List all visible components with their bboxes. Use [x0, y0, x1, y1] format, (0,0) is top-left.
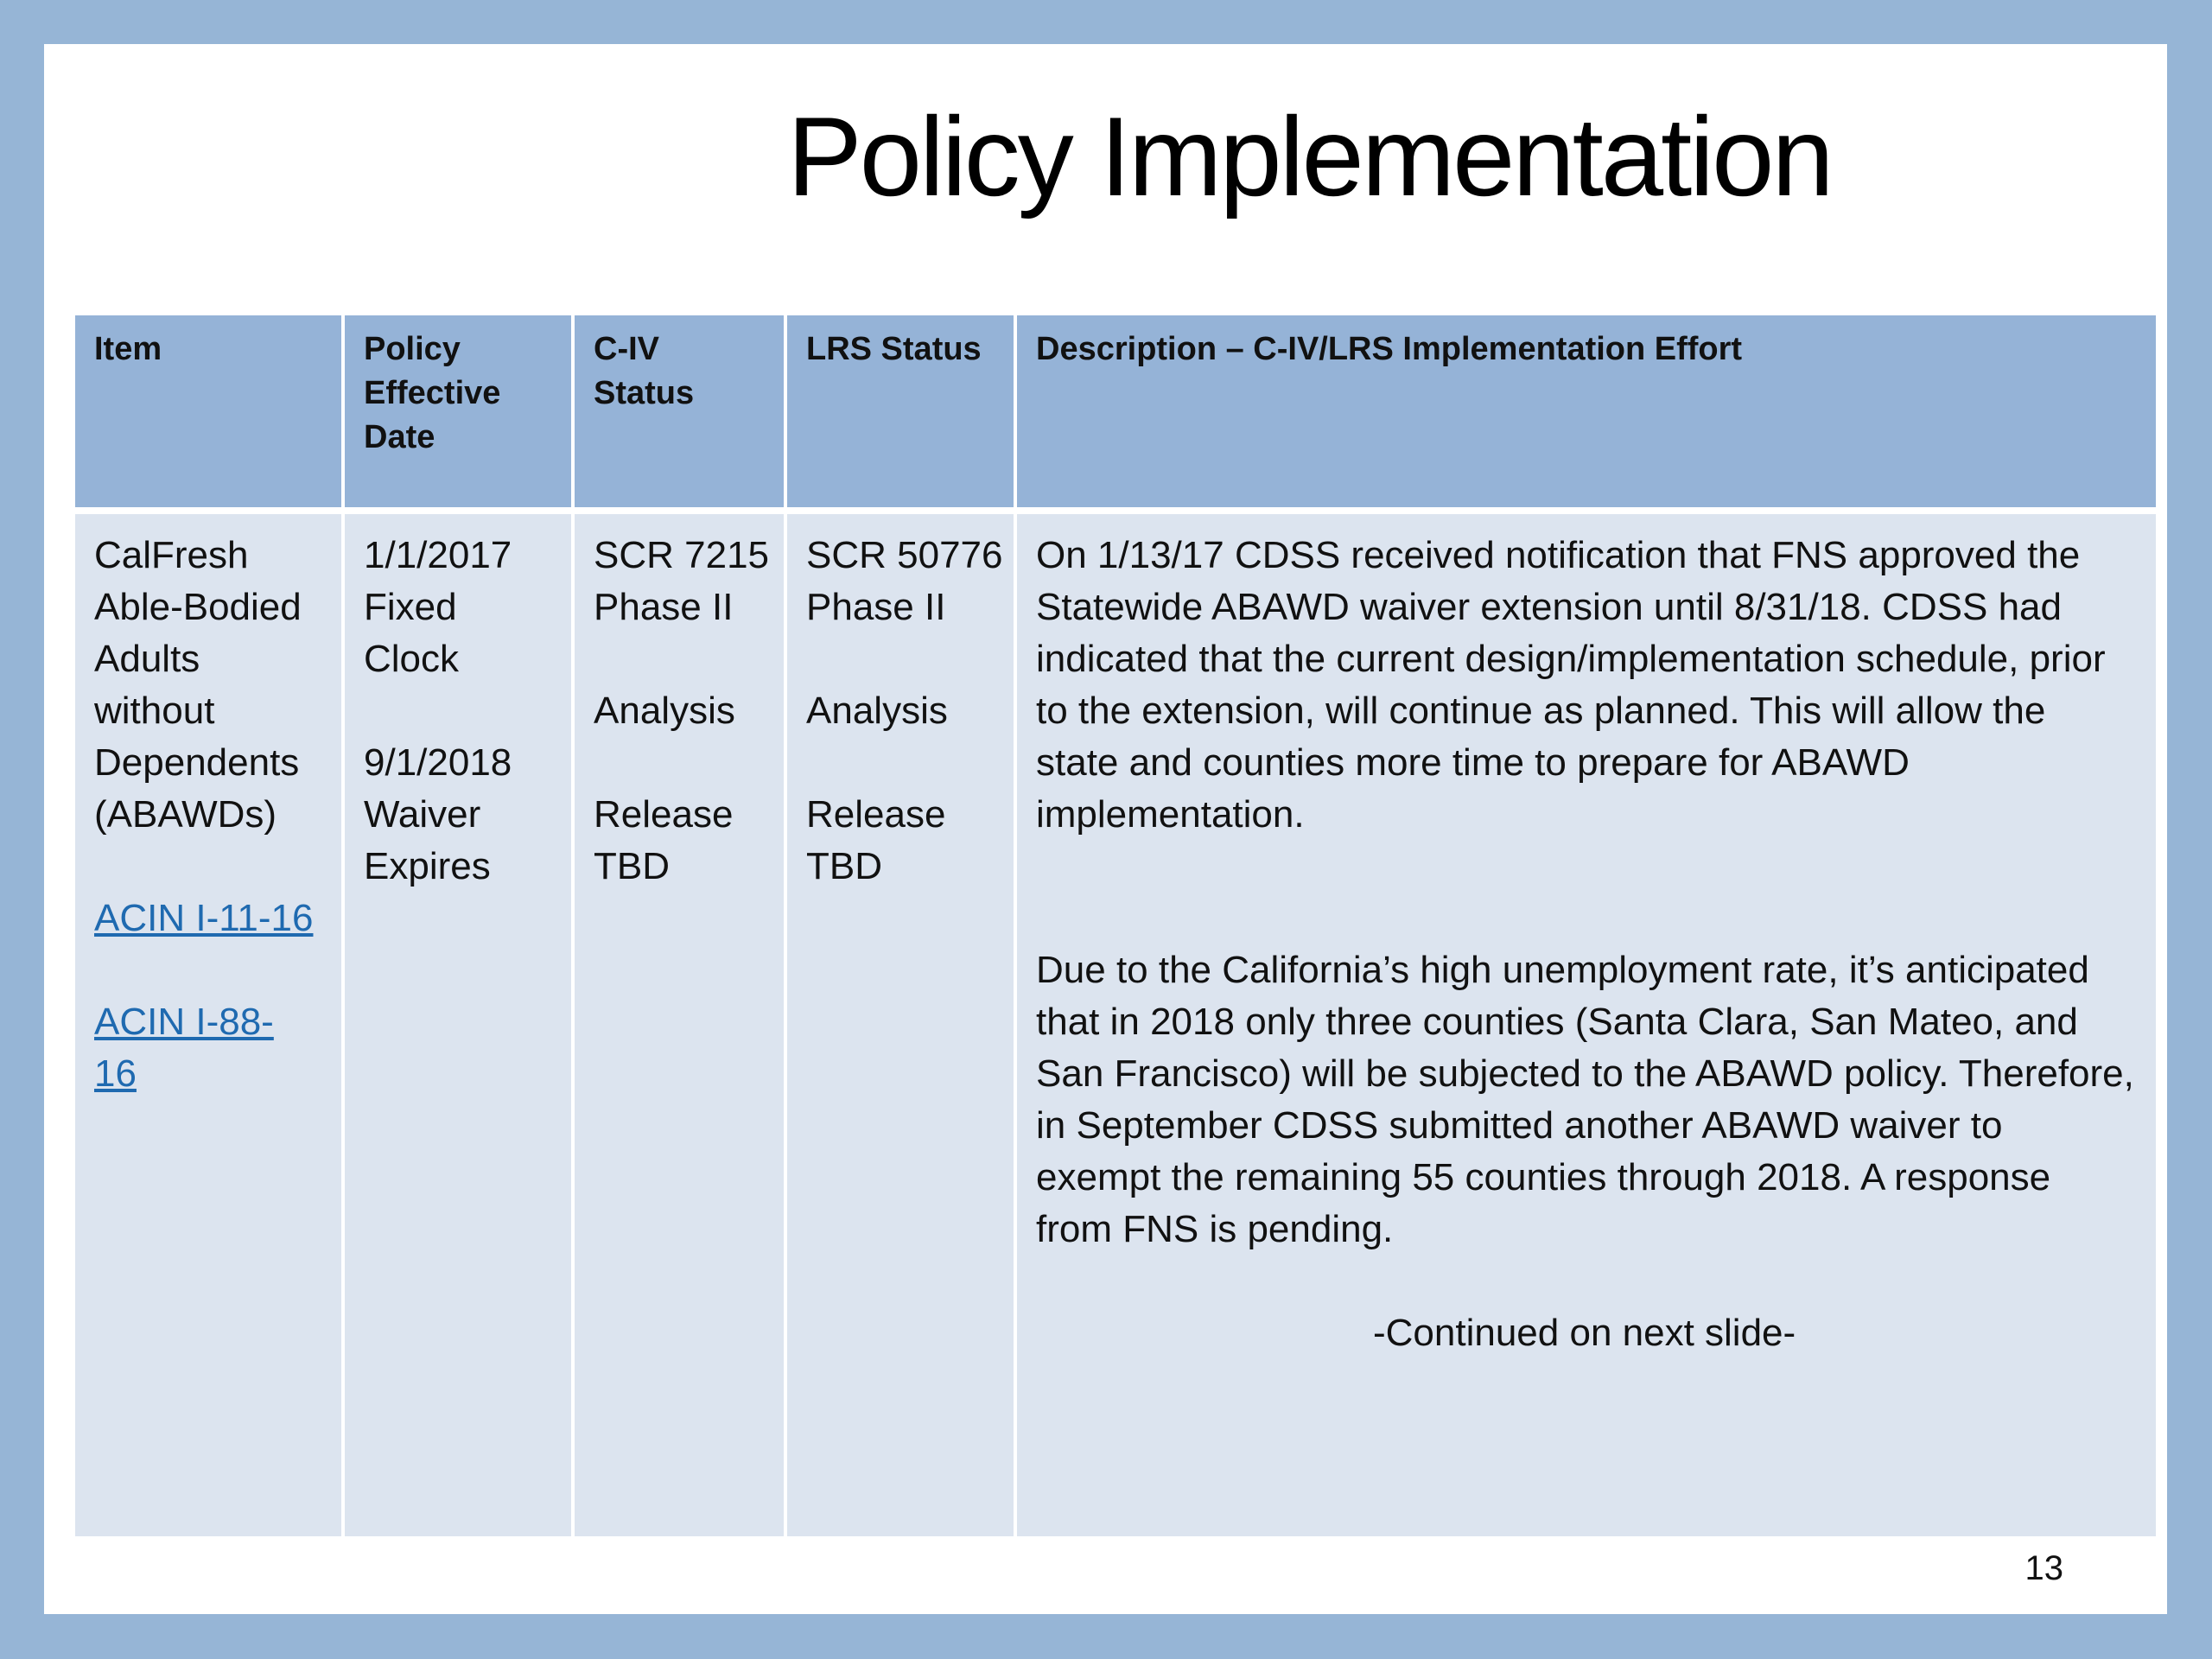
- header-lrs-label: LRS Status: [806, 331, 982, 367]
- item-line: Dependents: [94, 741, 300, 784]
- item-line: Adults: [94, 638, 200, 680]
- date-line: Fixed: [364, 586, 457, 628]
- continued-note: -Continued on next slide-: [1373, 1312, 1796, 1354]
- date-line: Waiver: [364, 793, 481, 836]
- header-item: [75, 315, 341, 507]
- spacer: [594, 737, 765, 789]
- lrs-line: TBD: [806, 845, 882, 887]
- header-item-label: Item: [94, 331, 162, 367]
- spacer: [94, 944, 322, 996]
- cell-policy-effective-date: [345, 514, 571, 1536]
- slide-title: Policy Implementation: [787, 93, 1832, 219]
- acin-link-1[interactable]: ACIN I-11-16: [94, 897, 314, 939]
- description-paragraph-1: On 1/13/17 CDSS received notification that FNS approved the Statewide ABAWD waiver extension until 8/31/18. CDSS had indicated that the current design/implementation schedule, prior to the extension, will continue as planned. This will allow the state and counties more time to prepare for ABAWD implementation.: [1036, 534, 2106, 836]
- header-description: [1017, 315, 2156, 507]
- lrs-line: Release: [806, 793, 946, 836]
- header-civ-line: C-IV: [594, 331, 659, 367]
- civ-line: Analysis: [594, 690, 735, 732]
- date-line: 9/1/2018: [364, 741, 512, 784]
- spacer: [94, 841, 322, 893]
- lrs-line: Phase II: [806, 586, 946, 628]
- lrs-line: SCR 50776: [806, 534, 1003, 576]
- spacer: [364, 685, 552, 737]
- lrs-line: Analysis: [806, 690, 948, 732]
- cell-lrs-status: [787, 514, 1014, 1536]
- policy-table: [75, 315, 2156, 1536]
- date-line: Clock: [364, 638, 460, 680]
- item-line: CalFresh: [94, 534, 249, 576]
- header-lrs-status: [787, 315, 1014, 507]
- header-policy-line: Policy: [364, 331, 461, 367]
- cell-item: [75, 514, 341, 1536]
- civ-line: SCR 7215: [594, 534, 770, 576]
- date-line: 1/1/2017: [364, 534, 512, 576]
- cell-description: [1017, 514, 2156, 1536]
- item-line: Able-Bodied: [94, 586, 302, 628]
- header-civ-status: [575, 315, 784, 507]
- header-civ-line: Status: [594, 375, 695, 411]
- civ-line: TBD: [594, 845, 670, 887]
- page-number: 13: [2024, 1549, 2063, 1587]
- description-paragraph-2: Due to the California’s high unemployment rate, it’s anticipated that in 2018 only three counties (Santa Clara, San Mateo, and San Francisco) will be subjected to the ABAWD policy. Therefore, in September CDSS submitted another ABAWD waiver to exempt the remaining 55 counties through 2018. A response from FNS is pending.: [1036, 949, 2134, 1250]
- item-line: (ABAWDs): [94, 793, 277, 836]
- header-policy-line: Date: [364, 419, 435, 455]
- slide: [44, 44, 2167, 1614]
- spacer: [806, 737, 995, 789]
- cell-civ-status: [575, 514, 784, 1536]
- civ-line: Release: [594, 793, 734, 836]
- date-line: Expires: [364, 845, 491, 887]
- header-description-label: Description – C-IV/LRS Implementation Effort: [1036, 331, 1743, 367]
- spacer: [806, 633, 995, 685]
- acin-link-2-cont[interactable]: 16: [94, 1052, 137, 1095]
- acin-link-2[interactable]: ACIN I-88-: [94, 1001, 274, 1043]
- civ-line: Phase II: [594, 586, 734, 628]
- item-line: without: [94, 690, 215, 732]
- spacer: [594, 633, 765, 685]
- header-policy-effective-date: [345, 315, 571, 507]
- header-policy-line: Effective: [364, 375, 501, 411]
